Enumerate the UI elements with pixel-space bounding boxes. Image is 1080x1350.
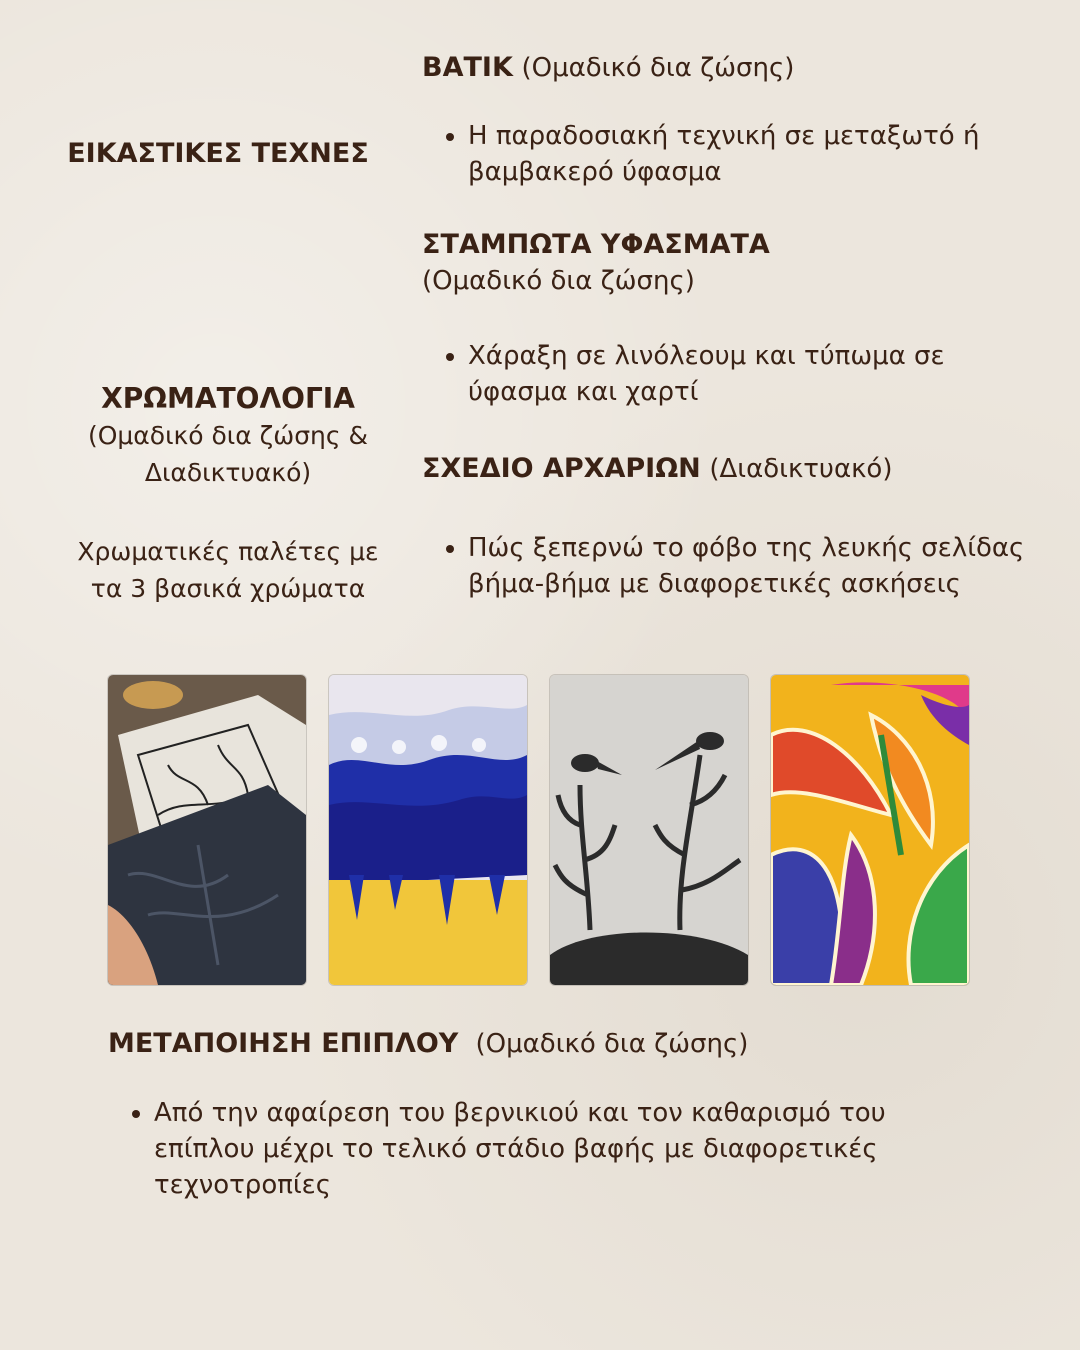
course-drawing-heading (422, 451, 892, 487)
list-item: • Πώς ξεπερνώ το φόβο της λευκής σελίδας βήμα-βήμα με διαφορετικές ασκήσεις (468, 530, 1068, 602)
chromatology-description: Χρωματικές παλέτες με τα 3 βασικά χρώματα (77, 537, 379, 603)
course-stamped-subtitle: (Ομαδικό δια ζώσης) (422, 266, 695, 296)
course-batik-title: ΒΑΤΙΚ (422, 52, 513, 83)
photo-linocut-carving (108, 675, 306, 985)
chromatology-title: ΧΡΩΜΑΤΟΛΟΓΙΑ (101, 382, 355, 415)
course-drawing-subtitle: (Διαδικτυακό) (709, 454, 893, 484)
course-batik-heading (422, 50, 794, 86)
chromatology-block (60, 380, 396, 491)
course-furniture-list (108, 1095, 934, 1203)
list-item: • Από την αφαίρεση του βερνικιού και τον καθαρισμό του επίπλου μέχρι το τελικό στάδιο βαφής με διαφορετικές τεχνοτροπίες (154, 1095, 934, 1203)
course-stamped-list (422, 338, 1028, 410)
course-furniture-subtitle: (Ομαδικό δια ζώσης) (475, 1029, 749, 1059)
photo-color-painting (329, 675, 527, 985)
course-batik-list (422, 118, 1058, 190)
list-item: • Χάραξη σε λινόλεουμ και τύπωμα σε ύφασμα και χαρτί (468, 338, 1028, 410)
course-batik-subtitle: (Ομαδικό δια ζώσης) (521, 53, 795, 83)
photo-batik-silk (771, 675, 969, 985)
course-drawing-title: ΣΧΕΔΙΟ ΑΡΧΑΡΙΩΝ (422, 453, 701, 484)
course-stamped-heading (422, 227, 1022, 299)
course-furniture-title: ΜΕΤΑΠΟΙΗΣΗ ΕΠΙΠΛΟΥ (108, 1028, 459, 1059)
chromatology-subtitle: (Ομαδικό δια ζώσης & Διαδικτυακό) (87, 421, 369, 487)
course-furniture-heading (108, 1026, 748, 1062)
list-item: • Η παραδοσιακή τεχνική σε μεταξωτό ή βαμβακερό ύφασμα (468, 118, 1058, 190)
course-stamped-title: ΣΤΑΜΠΩΤΑ ΥΦΑΣΜΑΤΑ (422, 229, 770, 260)
course-drawing-list (422, 530, 1068, 602)
section-title-visual-arts: ΕΙΚΑΣΤΙΚΕΣ ΤΕΧΝΕΣ (67, 138, 369, 169)
photo-stamped-birds (550, 675, 748, 985)
